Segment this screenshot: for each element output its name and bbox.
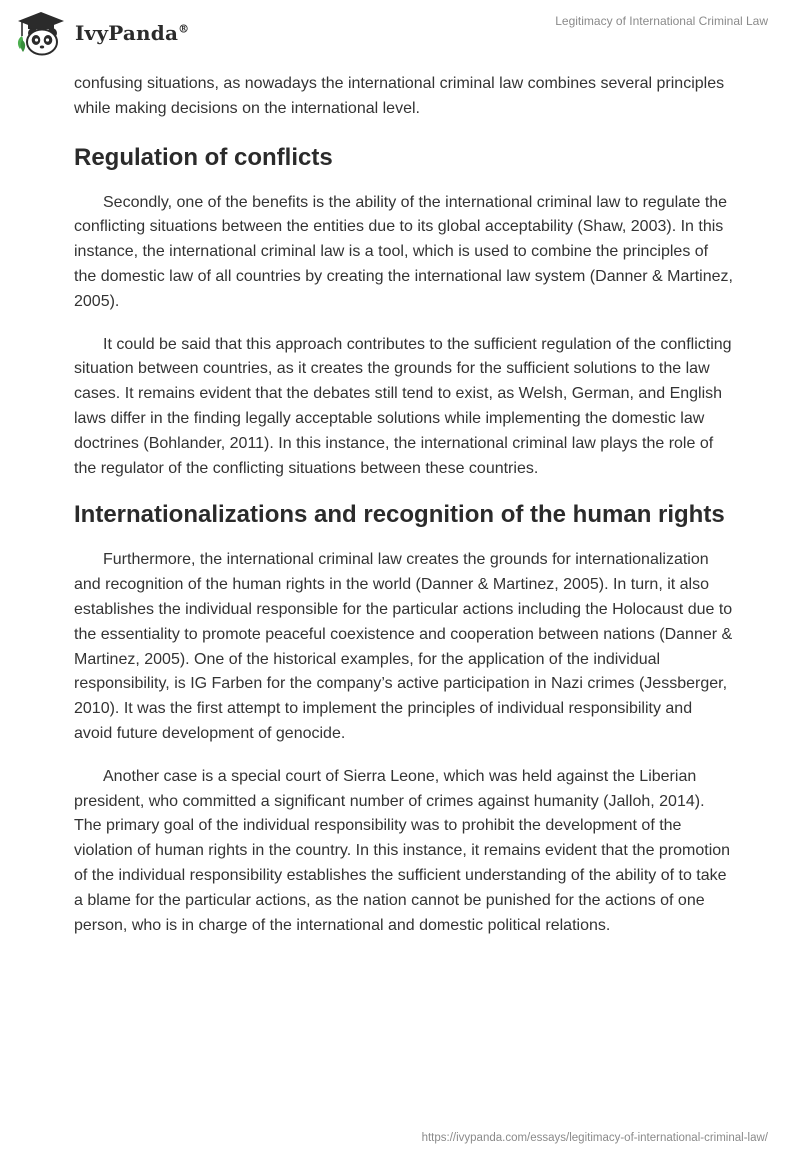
section-heading-human-rights: Internationalizations and recognition of the human rights	[74, 501, 725, 529]
essay-content	[74, 70, 734, 938]
paragraph: Secondly, one of the benefits is the ability of the international criminal law to regulate the conflicting situations between the entities due to its global acceptability (Shaw, 2003). In this instance, the international criminal law is a tool, which is used to combine the principles of the domestic law of all countries by creating the international law system (Danner & Martinez, 2005).	[74, 193, 733, 310]
paragraph: It could be said that this approach contributes to the sufficient regulation of the conflicting situation between countries, as it creates the grounds for the sufficient solutions to the law cases. It remains evident that the debates still tend to exist, as Welsh, German, and English laws differ in the finding legally acceptable solutions while implementing the domestic law doctrines (Bohlander, 2011). In this instance, the international criminal law plays the role of the regulator of the conflicting situations between these countries.	[74, 335, 732, 477]
paragraph: Furthermore, the international criminal law creates the grounds for internationalization and recognition of the human rights in the world (Danner & Martinez, 2005). In turn, it also establishes the individual responsible for the particular actions including the Holocaust due to the essentiality to promote peaceful coexistence and cooperation between nations (Danner & Martinez, 2005). One of the historical examples, for the application of the individual responsibility, is IG Farben for the company’s active participation in Nazi crimes (Jessberger, 2010). It was the first attempt to implement the principles of individual responsibility and avoid future development of genocide.	[74, 551, 733, 742]
paragraph: Another case is a special court of Sierra Leone, which was held against the Liberian president, who committed a significant number of crimes against humanity (Jalloh, 2014). The primary goal of the individual responsibility was to prohibit the development of the violation of human rights in the country. In this instance, it remains evident that the promotion of the individual responsibility establishes the sufficient understanding of the ability of to take a blame for the particular actions, as the nation cannot be punished for the actions of one person, who is in charge of the international and domestic political relations.	[74, 767, 731, 934]
page-header	[0, 0, 800, 70]
section-heading-regulation: Regulation of conflicts	[74, 143, 333, 171]
panda-graduate-icon	[14, 10, 66, 56]
document-title: Legitimacy of International Criminal Law	[555, 14, 768, 28]
ivypanda-logo[interactable]	[14, 10, 189, 56]
brand-name: IvyPanda®	[75, 21, 190, 45]
intro-paragraph: confusing situations, as nowadays the international criminal law combines several principles while making decisions on the international level.	[74, 75, 725, 117]
registered-mark: ®	[178, 22, 190, 36]
page-url[interactable]: https://ivypanda.com/essays/legitimacy-of-international-criminal-law/	[421, 1132, 768, 1144]
